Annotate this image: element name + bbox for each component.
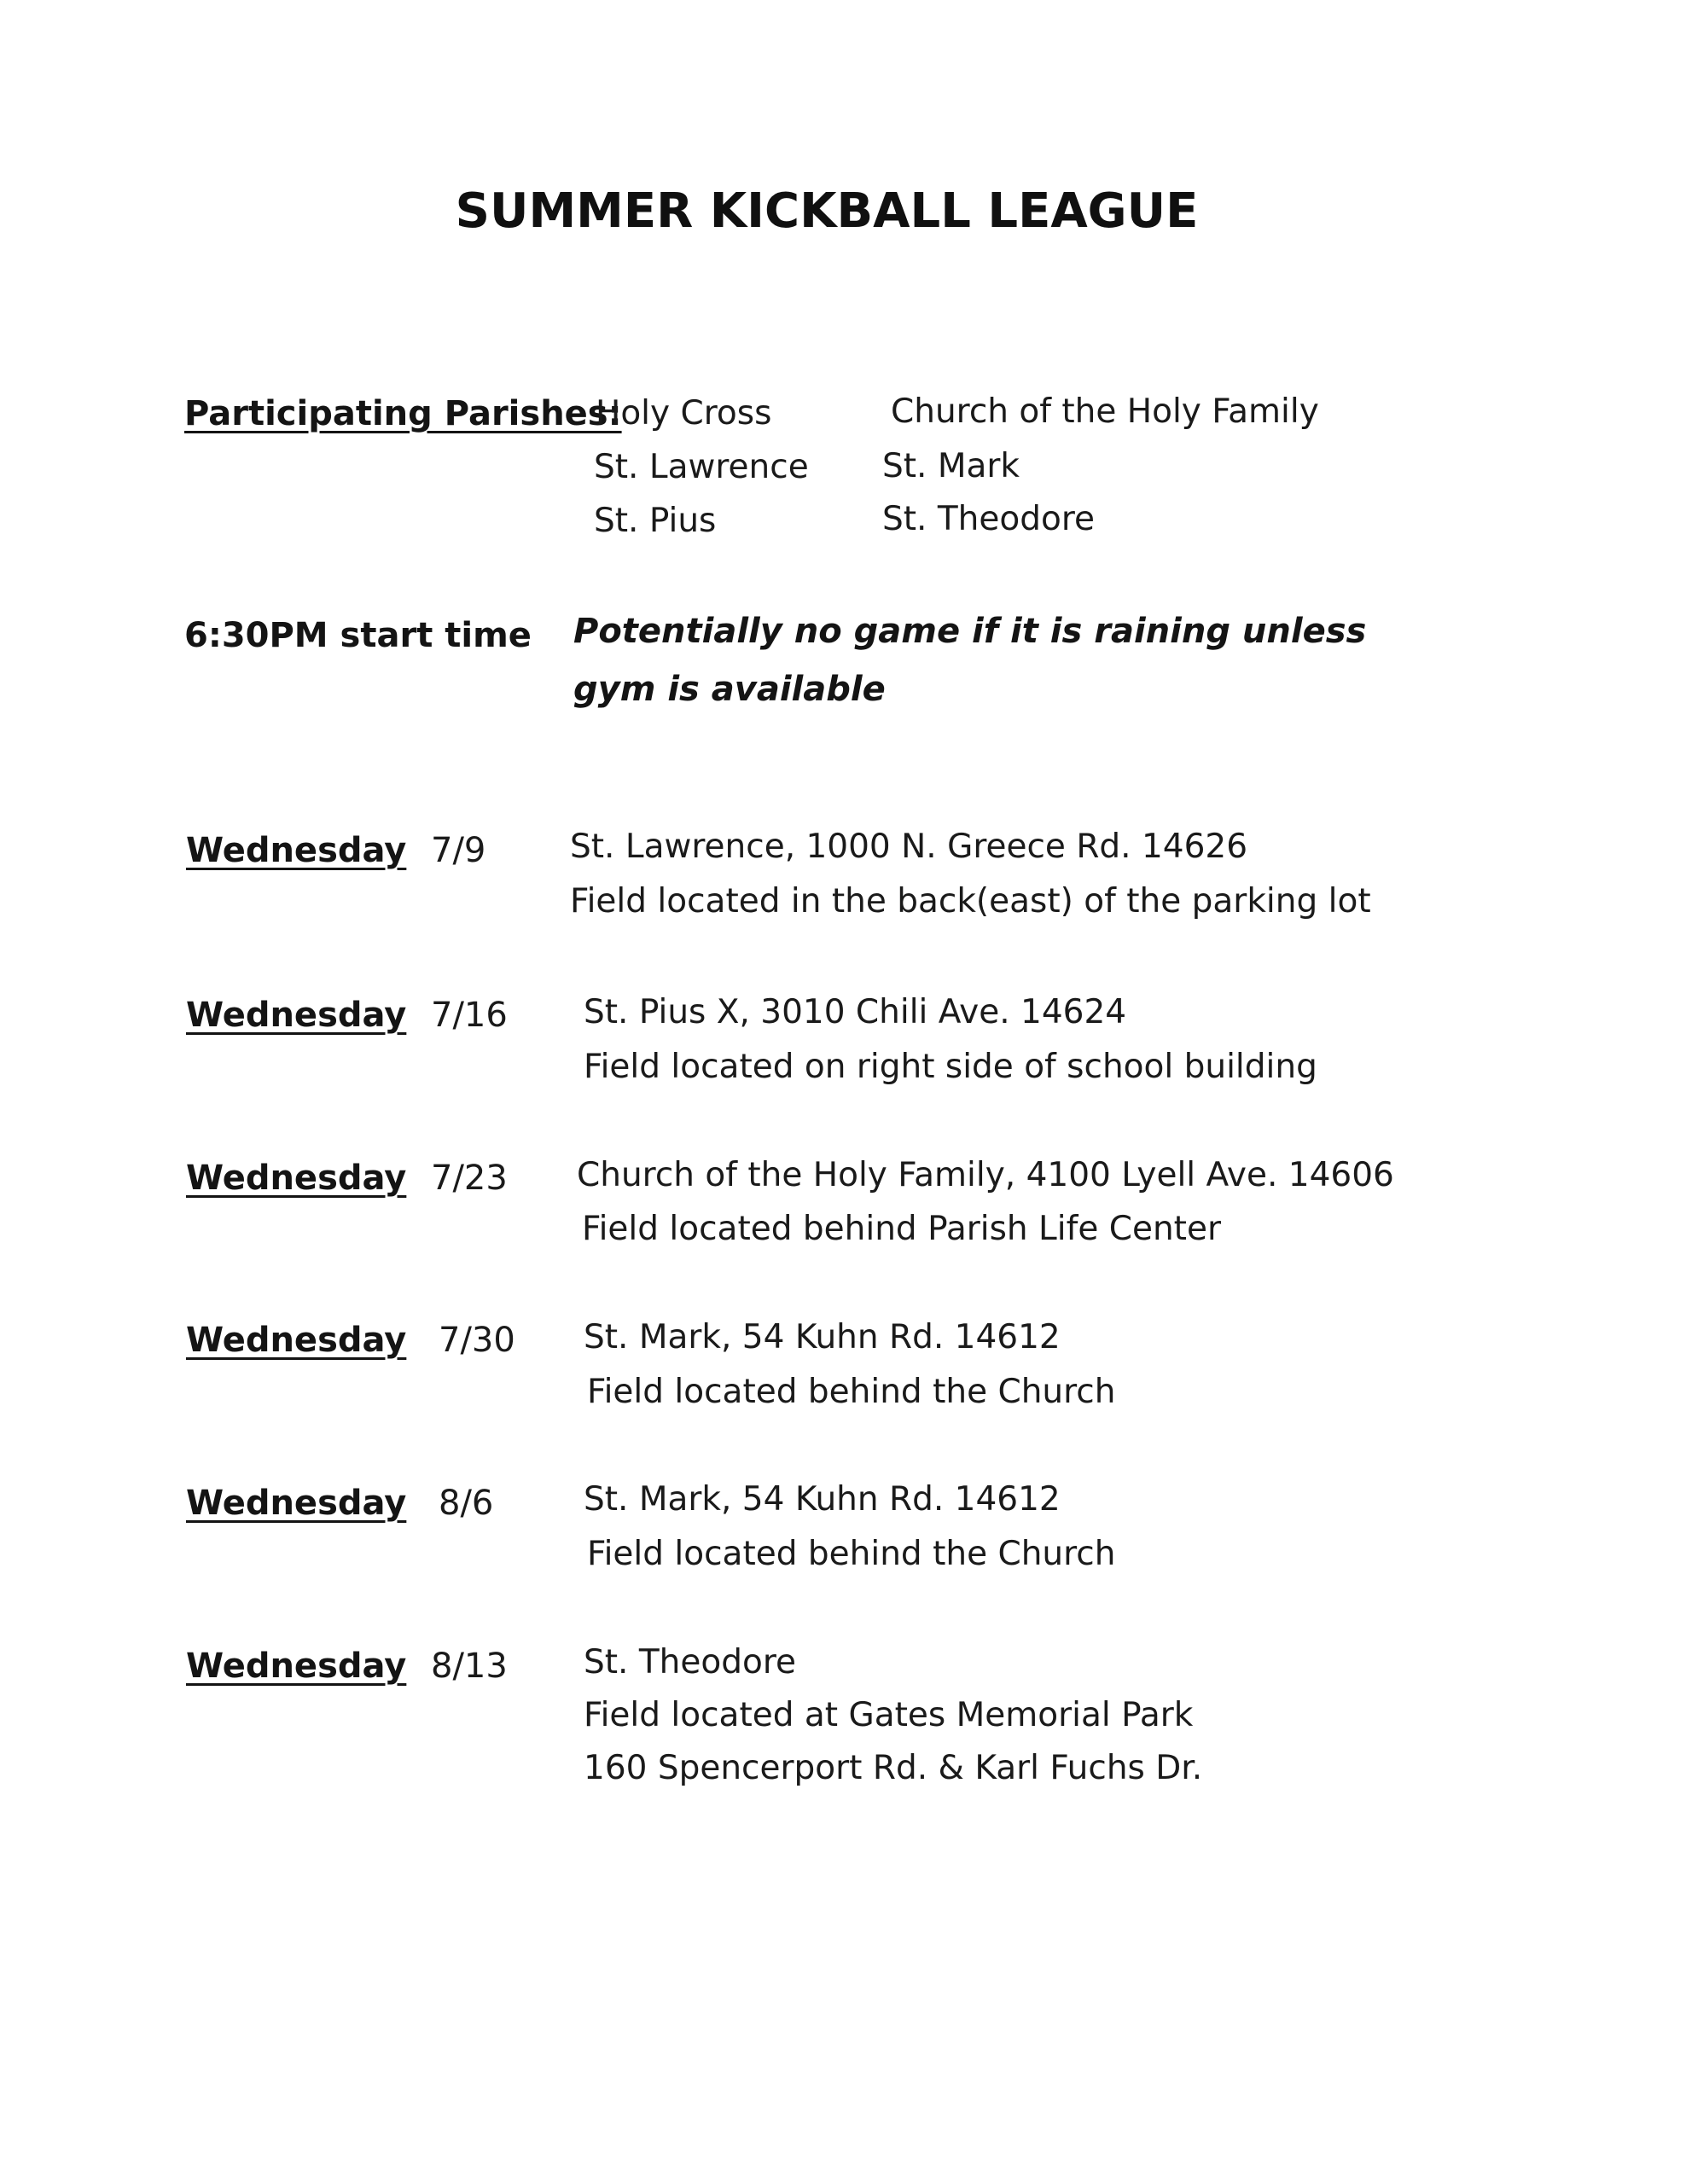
schedule-location: St. Lawrence, 1000 N. Greece Rd. 14626 <box>570 828 1248 866</box>
schedule-date: 8/13 <box>431 1647 508 1686</box>
schedule-directions: Field located on right side of school building <box>584 1048 1317 1086</box>
schedule-location: St. Pius X, 3010 Chili Ave. 14624 <box>584 993 1127 1031</box>
schedule-location: Church of the Holy Family, 4100 Lyell Ave. 14606 <box>577 1156 1394 1194</box>
parish-item: Holy Cross <box>596 394 772 433</box>
schedule-day: Wednesday <box>186 1484 407 1523</box>
page-title: SUMMER KICKBALL LEAGUE <box>455 183 1199 239</box>
schedule-date: 7/23 <box>431 1159 508 1198</box>
schedule-location: St. Mark, 54 Kuhn Rd. 14612 <box>584 1318 1061 1356</box>
schedule-day: Wednesday <box>186 1647 407 1686</box>
schedule-directions: Field located behind the Church <box>587 1535 1116 1573</box>
schedule-date: 8/6 <box>439 1484 494 1523</box>
parish-item: St. Pius <box>594 502 717 540</box>
schedule-directions: Field located behind the Church <box>587 1373 1116 1411</box>
schedule-day: Wednesday <box>186 831 407 870</box>
schedule-date: 7/16 <box>431 996 508 1035</box>
parish-item: St. Theodore <box>882 500 1096 538</box>
schedule-location: St. Theodore <box>584 1643 797 1682</box>
schedule-date: 7/9 <box>431 831 486 870</box>
schedule-location: St. Mark, 54 Kuhn Rd. 14612 <box>584 1480 1061 1519</box>
parish-item: Church of the Holy Family <box>891 392 1319 431</box>
schedule-directions: Field located in the back(east) of the parking lot <box>570 882 1371 921</box>
parish-item: St. Mark <box>882 447 1020 485</box>
schedule-day: Wednesday <box>186 1321 407 1360</box>
schedule-day: Wednesday <box>186 996 407 1035</box>
start-time: 6:30PM start time <box>184 616 532 655</box>
schedule-date: 7/30 <box>439 1321 515 1360</box>
schedule-day: Wednesday <box>186 1159 407 1198</box>
schedule-directions: Field located at Gates Memorial Park <box>584 1696 1194 1734</box>
schedule-address: 160 Spencerport Rd. & Karl Fuchs Dr. <box>584 1749 1203 1787</box>
parish-item: St. Lawrence <box>594 448 809 486</box>
rain-notice: Potentially no game if it is raining unless gym is available <box>573 612 1367 709</box>
schedule-directions: Field located behind Parish Life Center <box>582 1210 1221 1248</box>
parishes-label: Participating Parishes: <box>184 394 622 433</box>
